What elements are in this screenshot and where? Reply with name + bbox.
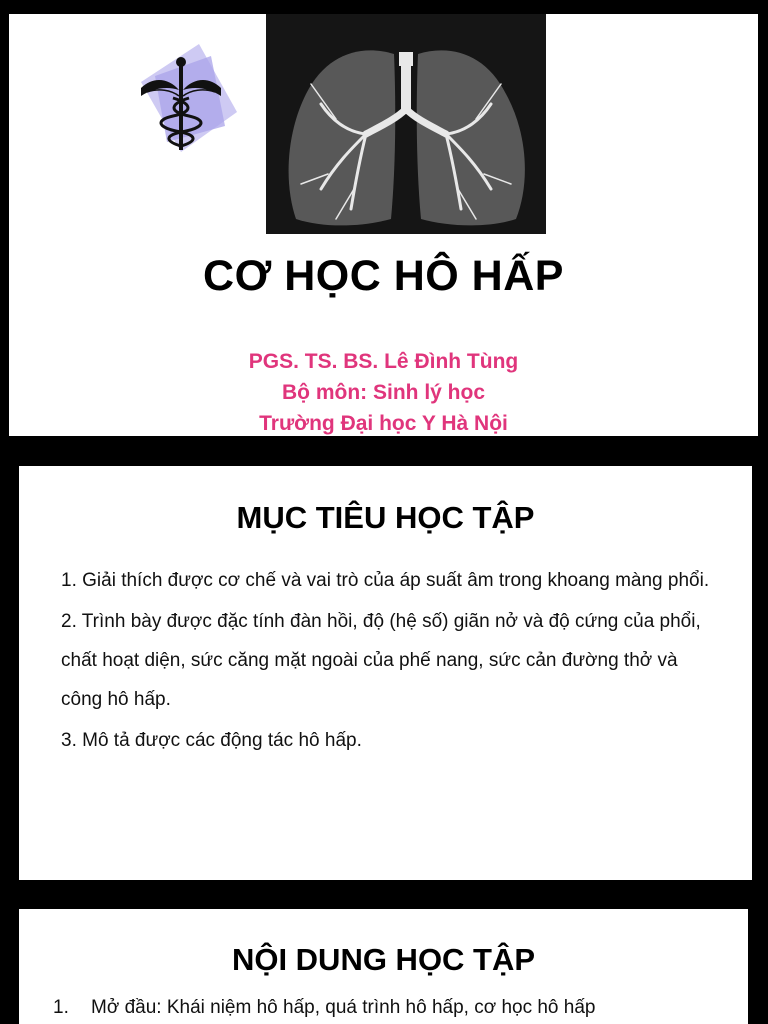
- objective-item: 3. Mô tả được các động tác hô hấp.: [61, 730, 362, 751]
- content-item-number: 1.: [53, 997, 69, 1018]
- author-name: PGS. TS. BS. Lê Đình Tùng: [248, 350, 519, 373]
- slide-title: CƠ HỌC HÔ HẤP: [203, 252, 564, 300]
- content-slide: [19, 909, 748, 1024]
- author-block: [9, 346, 758, 436]
- department: Bộ môn: Sinh lý học: [282, 381, 485, 404]
- content-item-text: Mở đầu: Khái niệm hô hấp, quá trình hô hấp, cơ học hô hấp: [91, 997, 596, 1018]
- objective-item: 1. Giải thích được cơ chế và vai trò của áp suất âm trong khoang màng phổi.: [61, 570, 710, 591]
- objectives-list: [61, 561, 711, 760]
- university: Trường Đại học Y Hà Nội: [259, 412, 508, 435]
- content-item: [53, 997, 733, 1019]
- content-title: NỘI DUNG HỌC TẬP: [231, 942, 536, 977]
- objective-item: 2. Trình bày được đặc tính đàn hồi, độ (hệ số) giãn nở và độ cứng của phổi, chất hoạt diện, sức căng mặt ngoài của phế nang, sức cản đường thở và công hô hấp.: [61, 611, 701, 710]
- objectives-slide: [19, 466, 752, 880]
- title-slide: [9, 14, 758, 436]
- caduceus-icon: [121, 42, 241, 162]
- objectives-title: MỤC TIÊU HỌC TẬP: [236, 500, 535, 535]
- lung-bronchial-tree-image: [266, 14, 546, 234]
